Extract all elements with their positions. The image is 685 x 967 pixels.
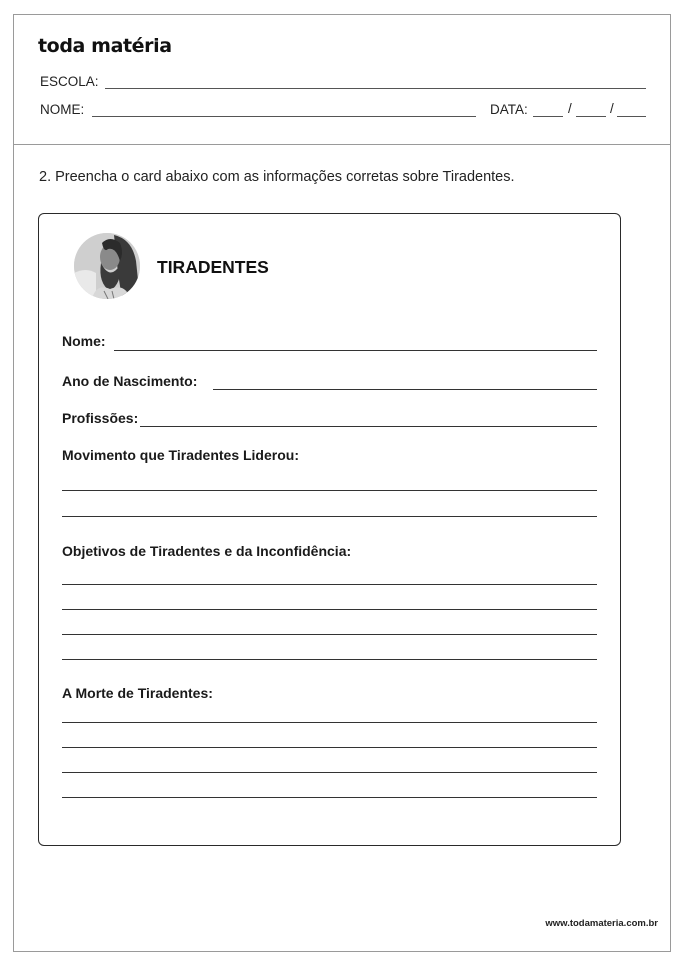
- field-label-profissoes: Profissões:: [62, 410, 139, 426]
- school-input-line[interactable]: [105, 88, 646, 89]
- movimento-answer-line[interactable]: [62, 490, 597, 491]
- objetivos-answer-line[interactable]: [62, 584, 597, 585]
- morte-answer-line[interactable]: [62, 747, 597, 748]
- portrait-icon: [74, 233, 140, 299]
- field-label-nome: Nome:: [62, 333, 106, 349]
- morte-answer-line[interactable]: [62, 797, 597, 798]
- morte-answer-line[interactable]: [62, 722, 597, 723]
- name-input-line[interactable]: [92, 116, 476, 117]
- objetivos-answer-line[interactable]: [62, 609, 597, 610]
- date-year-line[interactable]: [617, 116, 646, 117]
- ano-nascimento-answer-line[interactable]: [213, 389, 597, 390]
- objetivos-answer-line[interactable]: [62, 634, 597, 635]
- date-label: DATA:: [490, 102, 528, 117]
- card-title: TIRADENTES: [157, 257, 269, 277]
- date-separator: /: [568, 101, 572, 116]
- profissoes-answer-line[interactable]: [140, 426, 597, 427]
- brand-logo: toda matéria: [38, 35, 172, 57]
- question-prompt: 2. Preencha o card abaixo com as informações corretas sobre Tiradentes.: [39, 169, 515, 185]
- date-day-line[interactable]: [533, 116, 563, 117]
- tiradentes-card: [38, 213, 621, 846]
- morte-answer-line[interactable]: [62, 772, 597, 773]
- movimento-answer-line[interactable]: [62, 516, 597, 517]
- field-label-ano-nascimento: Ano de Nascimento:: [62, 373, 198, 389]
- name-label: NOME:: [40, 102, 85, 117]
- footer-url: www.todamateria.com.br: [545, 918, 658, 929]
- field-label-movimento: Movimento que Tiradentes Liderou:: [62, 447, 299, 463]
- objetivos-answer-line[interactable]: [62, 659, 597, 660]
- worksheet-header: [14, 15, 670, 145]
- field-label-morte: A Morte de Tiradentes:: [62, 685, 213, 701]
- date-month-line[interactable]: [576, 116, 606, 117]
- date-separator: /: [610, 101, 614, 116]
- school-label: ESCOLA:: [40, 74, 99, 89]
- nome-answer-line[interactable]: [114, 350, 597, 351]
- field-label-objetivos: Objetivos de Tiradentes e da Inconfidência:: [62, 543, 352, 559]
